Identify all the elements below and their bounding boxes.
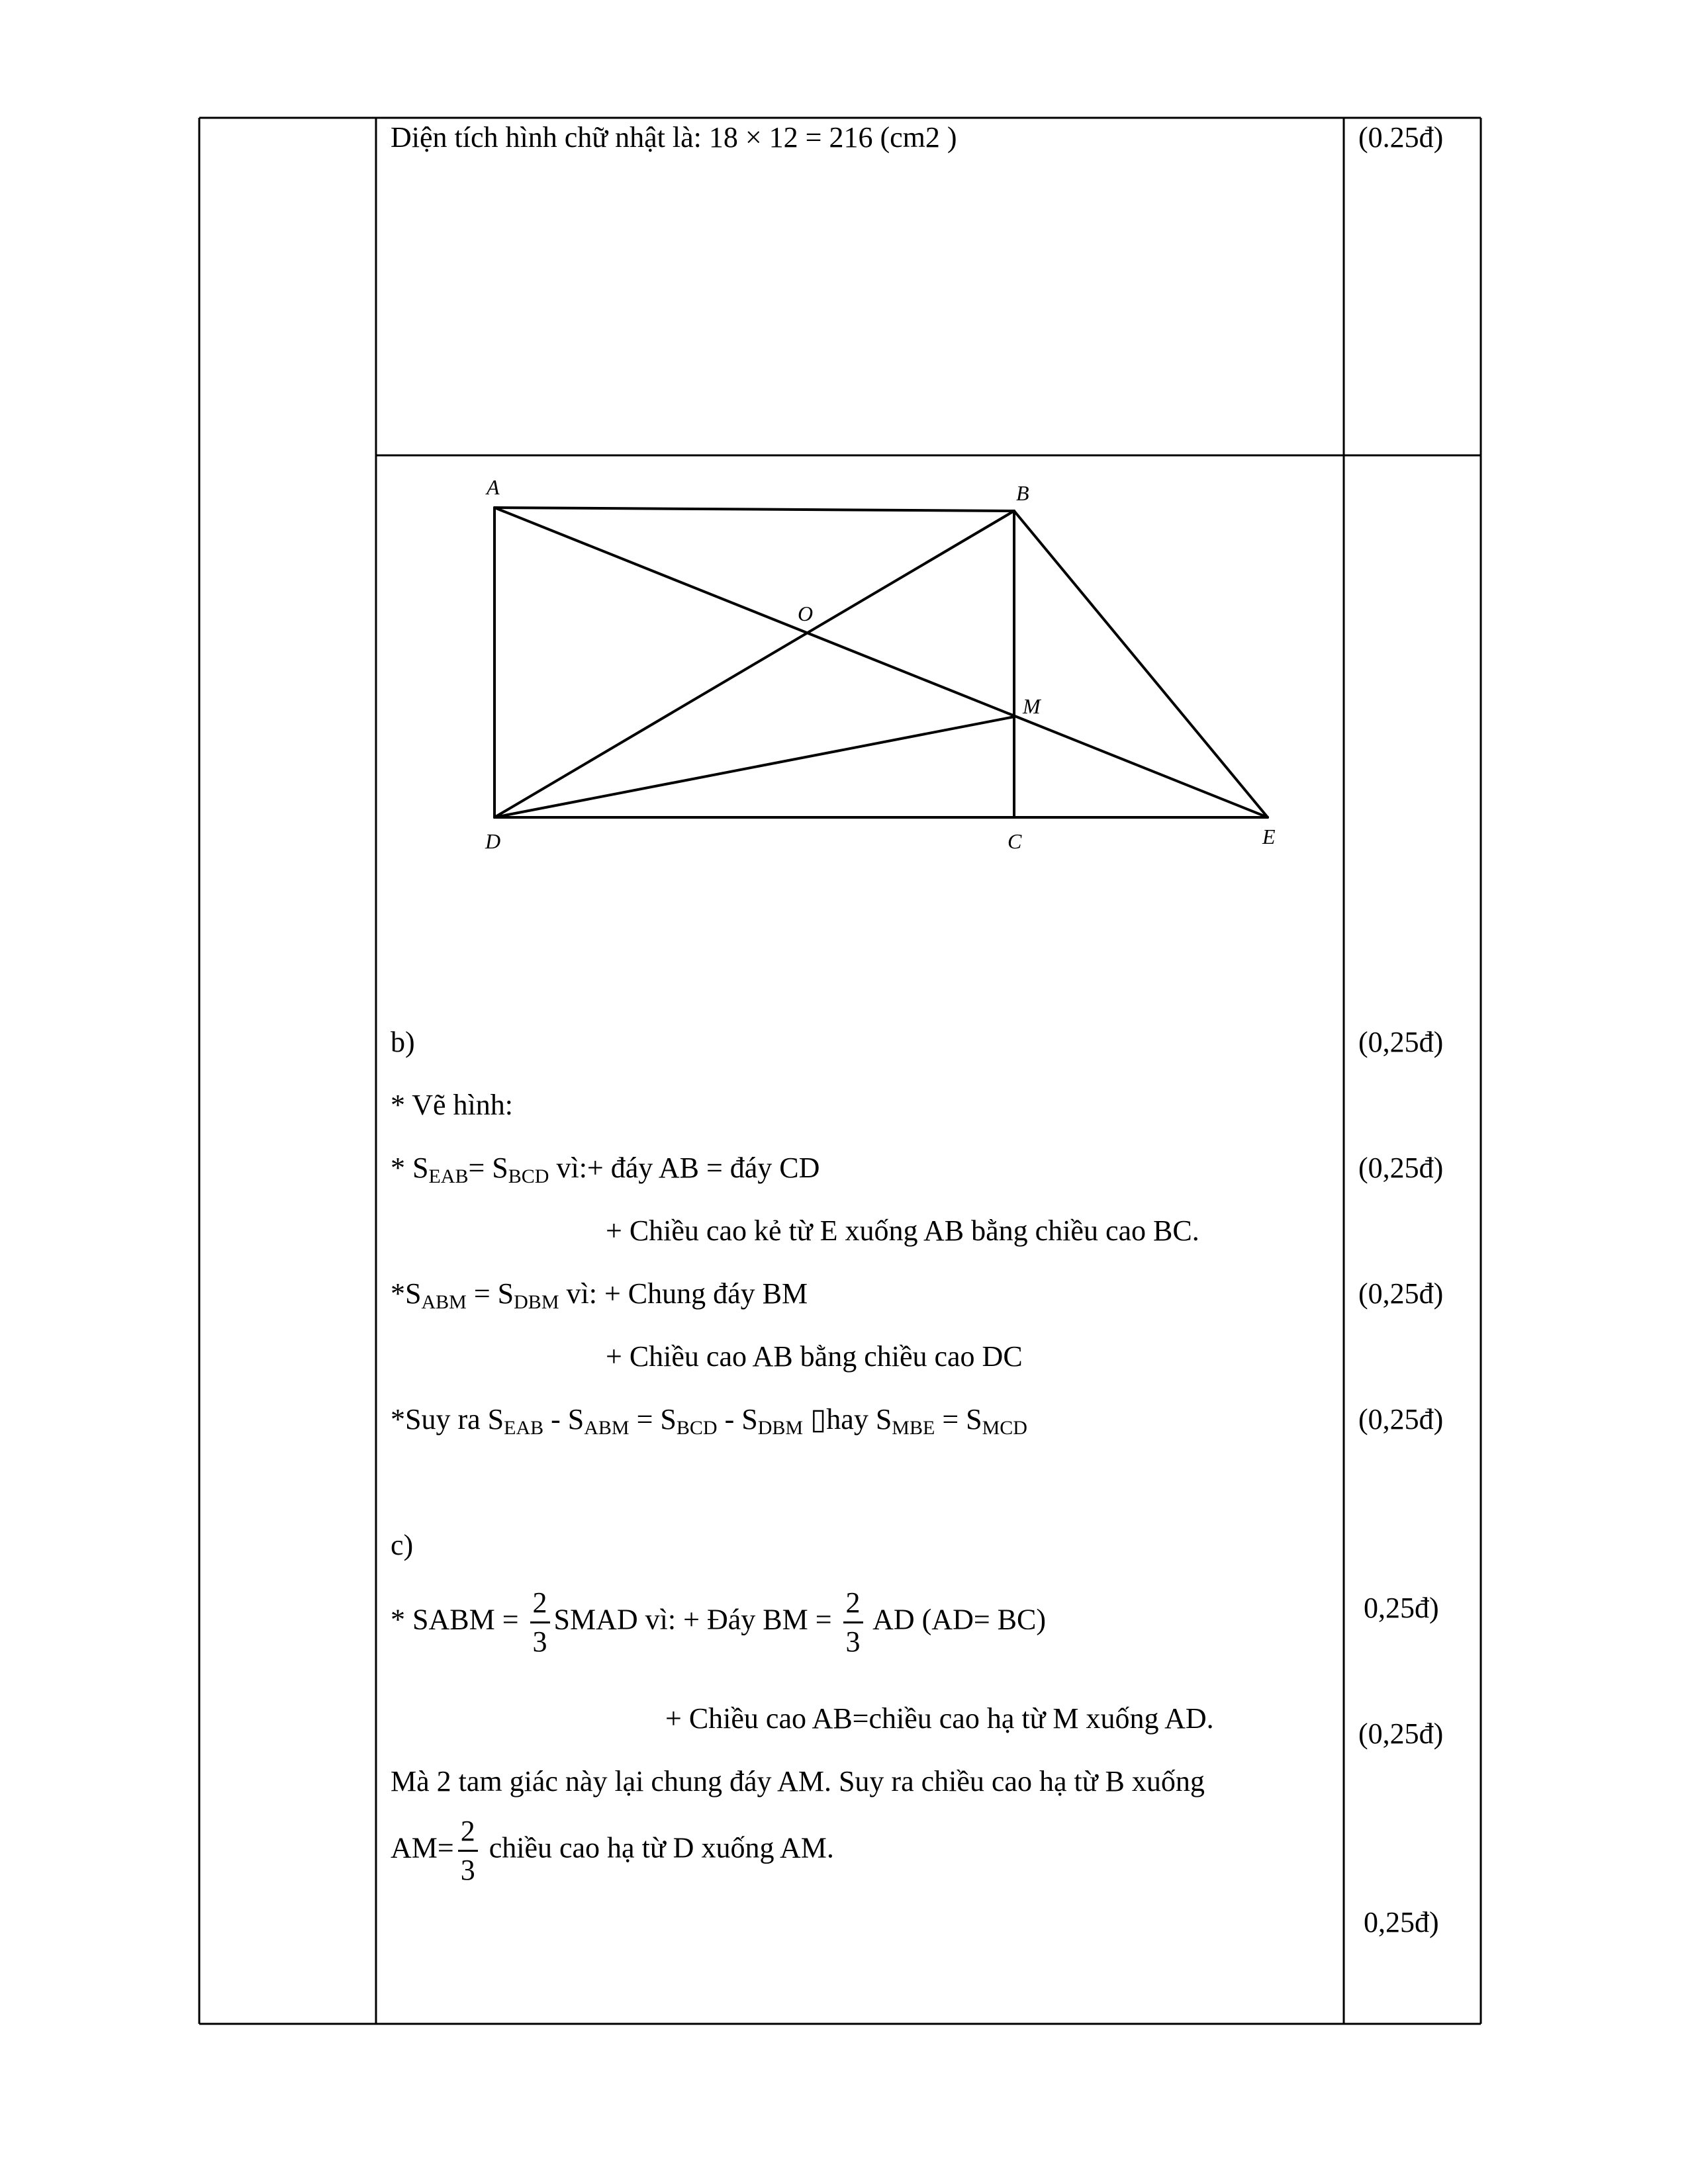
part-b-line2: + Chiều cao kẻ từ E xuống AB bằng chiều cao BC. <box>606 1214 1199 1247</box>
score-c-1: 0,25đ) <box>1364 1592 1439 1624</box>
label-A: A <box>487 475 500 499</box>
score-c-3: 0,25đ) <box>1364 1906 1439 1938</box>
fraction-2-3: $\frac{2}{3}$ <box>530 1588 550 1657</box>
label-M: M <box>1023 694 1041 718</box>
label-C: C <box>1008 829 1022 853</box>
part-b-line3: $*S_{ABM} = S_{DBM}$ vì: + Chung đáy BM <box>391 1277 808 1313</box>
part-b-line5: *Suy ra $S_{EAB} - S_{ABM} = S_{BCD} - S_{DBM}$ ▯hay $S_{MBE} = S_{MCD}$ <box>391 1403 1027 1439</box>
label-D: D <box>485 829 501 853</box>
segment-AB <box>494 508 1014 511</box>
part-c-line1: * SABM = $\frac{2}{3}$ SMAD vì: + Đáy BM = $\frac{2}{3}$ AD (AD= BC) <box>391 1586 1047 1658</box>
part-b-draw: * Vẽ hình: <box>391 1089 513 1121</box>
score-row1: (0.25đ) <box>1358 121 1444 154</box>
part-c-line4: AM= $\frac{2}{3}$ chiều cao hạ từ D xuống AM. <box>391 1815 834 1886</box>
fraction-2-3: $\frac{2}{3}$ <box>458 1817 478 1885</box>
part-c-label: c) <box>391 1529 414 1561</box>
segment-BE <box>1014 511 1268 817</box>
score-c-2: (0,25đ) <box>1358 1717 1444 1750</box>
part-b-line4: + Chiều cao AB bằng chiều cao DC <box>606 1340 1023 1373</box>
label-O: O <box>798 602 814 625</box>
part-b-label: b) <box>391 1026 415 1058</box>
label-B: B <box>1016 481 1029 505</box>
score-b-4: (0,25đ) <box>1358 1403 1444 1435</box>
part-b-line1: * $S_{EAB}= S_{BCD}$ vì:+ đáy AB = đáy CD <box>391 1152 820 1187</box>
score-b-2: (0,25đ) <box>1358 1152 1444 1184</box>
label-E: E <box>1262 825 1276 848</box>
fraction-2-3: $\frac{2}{3}$ <box>843 1588 863 1657</box>
score-b-3: (0,25đ) <box>1358 1277 1444 1310</box>
segment-DB <box>494 511 1014 817</box>
area-calculation-text: Diện tích hình chữ nhật là: 18 × 12 = 216 (cm2 ) <box>391 121 957 154</box>
segment-AE <box>494 508 1268 817</box>
score-b-1: (0,25đ) <box>1358 1026 1444 1058</box>
part-c-line2: + Chiều cao AB=chiều cao hạ từ M xuống AD. <box>665 1702 1214 1735</box>
part-c-line3: Mà 2 tam giác này lại chung đáy AM. Suy ra chiều cao hạ từ B xuống <box>391 1765 1205 1797</box>
segment-DM <box>494 717 1014 817</box>
